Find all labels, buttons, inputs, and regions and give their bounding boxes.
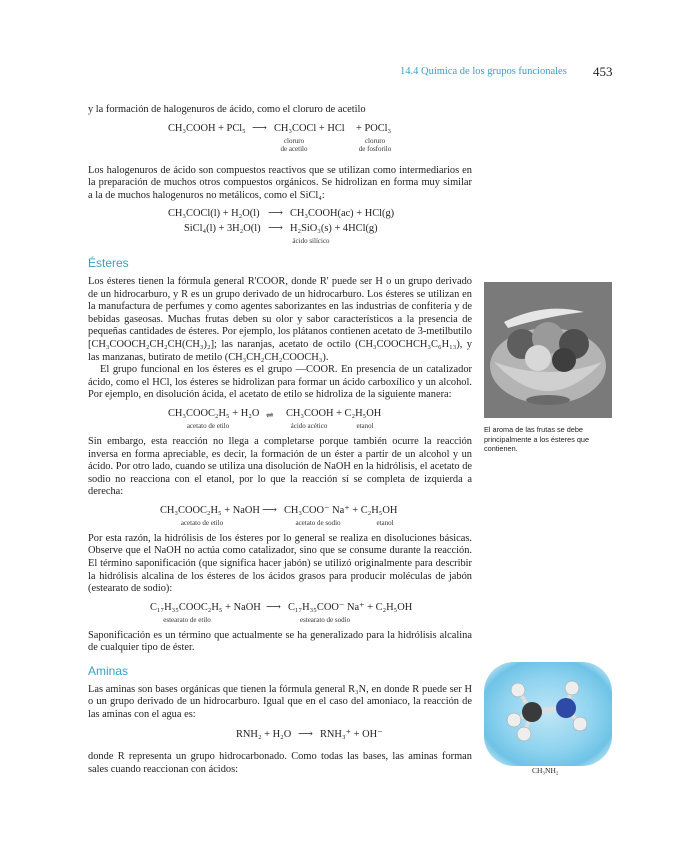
equation-acetyl-hydrolysis — [88, 208, 472, 222]
equilibrium-arrow: ⇌ — [266, 409, 274, 420]
equation-labels — [88, 519, 472, 529]
paragraph-amines-salts: donde R representa un grupo hidrocarbonado. Como todas las bases, las aminas forman sales cuando reaccionan con ácidos: — [88, 751, 472, 775]
reaction-arrow: ⟶ — [268, 208, 283, 220]
page-number: 453 — [593, 64, 613, 79]
eq-rhs-2: + POCl₃ — [356, 122, 392, 134]
eq-lhs: CH₃COOC₂H₅ + H₂O — [168, 407, 260, 419]
paragraph-naoh-hydrolysis: Sin embargo, esta reacción no llega a completarse porque también ocurre la reacción inversa en forma apreciable, es decir, la formación de un éster a partir de un alcohol y un ácido. Por otro lado, cuando se utiliza una disolución de NaOH en la hidrólisis, el acetato de sodio no reacciona con el etanol, por lo que la reacción sí se completa de izquierda a derecha: — [88, 435, 472, 498]
eq-rhs: H₂SiO₃(s) + 4HCl(g) — [290, 223, 378, 235]
label-ethyl-acetate: acetato de etilo — [186, 421, 230, 430]
equation-labels — [88, 137, 472, 157]
section-title: 14.4 Química de los grupos funcionales — [400, 66, 567, 77]
equation-ester-base-hydrolysis — [88, 505, 472, 519]
eq-rhs: CH₃COCl + HCl — [274, 122, 345, 134]
paragraph-intro: y la formación de halogenuros de ácido, como el cloruro de acetilo — [88, 104, 366, 115]
eq-rhs: CH₃COOH(ac) + HCl(g) — [290, 208, 395, 220]
fruit-caption: El aroma de las frutas se debe principalmente a los ésteres que contienen. — [484, 425, 590, 453]
main-column — [88, 104, 472, 777]
reaction-arrow: ⟶ — [252, 122, 267, 134]
eq-rhs: CH₃COO⁻ Na⁺ + C₂H₅OH — [284, 504, 398, 516]
paragraph-esters-hydrolysis: El grupo funcional en los ésteres es el grupo —COOR. En presencia de un catalizador ácido, como el HCl, los ésteres se hidrolizan para formar un ácido carboxílico y un alcohol. Por ejemplo, en disolución ácida, el acetato de etilo se hidroliza de la siguiente manera: — [88, 364, 472, 401]
equation-acetyl-chloride — [88, 123, 472, 137]
eq-lhs: CH₃COOC₂H₅ + NaOH — [160, 504, 260, 516]
paragraph-amines-intro: Las aminas son bases orgánicas que tienen la fórmula general R₃N, en donde R puede ser H o un grupo derivado de un hidrocarburo. Igual que en el caso del amoniaco, la reacción de las aminas con el agua es: — [88, 683, 472, 720]
paragraph-saponification-general: Saponificación es un término que actualmente se ha generalizado para la hidrólisis alcalina de cualquier tipo de éster. — [88, 629, 472, 654]
label-ethanol: etanol — [356, 421, 374, 430]
heading-aminas: Aminas — [88, 664, 129, 679]
reaction-arrow: ⟶ — [262, 504, 277, 516]
molecule-caption: CH₃NH₂ — [532, 766, 559, 775]
equation-labels — [88, 237, 472, 247]
reaction-arrow: ⟶ — [266, 601, 281, 613]
label-sodium-stearate: estearato de sodio — [299, 615, 351, 624]
paragraph-acid-halides: Los halogenuros de ácido son compuestos reactivos que se utilizan como intermediarios en la preparación de muchos otros compuestos orgánicos. Se hidrolizan en forma muy similar a la de muchos halogenuros no metálicos, como el SiCl₄: — [88, 164, 472, 201]
label-phosphoryl-chloride: cloruro de fosforilo — [358, 136, 392, 153]
reaction-arrow: ⟶ — [268, 223, 283, 235]
equation-labels — [88, 616, 472, 626]
heading-esteres: Ésteres — [88, 256, 129, 271]
label-silicic-acid: ácido silícico — [292, 237, 330, 246]
equation-amine-water — [88, 729, 472, 743]
label-acetyl-chloride: cloruro de acetilo — [280, 136, 308, 153]
label-ethyl-stearate: estearato de etilo — [163, 615, 211, 624]
label-acetic-acid: ácido acético — [290, 421, 328, 430]
eq-rhs: CH₃COOH + C₂H₅OH — [286, 407, 382, 419]
eq-lhs: RNH₂ + H₂O — [236, 729, 292, 741]
paragraph-saponification: Por esta razón, la hidrólisis de los ésteres por lo general se realiza en disoluciones básicas. Observe que el NaOH no actúa como catalizador, sino que se consume durante la reacción. El término saponificación (que significa hacer jabón) se utilizó originalmente para describir la hidrólisis alcalina de los ésteres de los ácidos grasos para producir moléculas de jabón (estearato de sodio): — [88, 532, 472, 595]
eq-rhs: C₁₇H₃₅COO⁻ Na⁺ + C₂H₅OH — [288, 601, 413, 613]
eq-lhs: C₁₇H₃₅COOC₂H₅ + NaOH — [150, 601, 261, 613]
equation-sicl4-hydrolysis — [88, 223, 472, 237]
label-sodium-acetate: acetato de sodio — [295, 518, 341, 527]
paragraph-esters-intro: Los ésteres tienen la fórmula general R'COOR, donde R' puede ser H o un grupo derivado de un hidrocarburo, y R es un grupo derivado de un hidrocarburo. Los ésteres se utilizan en la manufactura de perfumes y como agentes saborizantes en las industrias de confitería y de bebidas gaseosas. Muchas frutas deben su olor y sabor característicos a la presencia de pequeñas cantidades de ésteres. Por ejemplo, los plátanos contienen acetato de 3-metilbutilo [CH₃COOCH₂CH₂CH(CH₃)₂]; las naranjas, acetato de octilo (CH₃COOCHCH₃C₆H₁₃), y las manzanas, butirato de metilo (CH₃CH₂CH₂COOCH₃). — [88, 275, 472, 363]
reaction-arrow: ⟶ — [298, 729, 313, 741]
equation-labels — [88, 422, 472, 432]
equation-saponification — [88, 602, 472, 616]
eq-lhs: SiCl₄(l) + 3H₂O(l) — [184, 223, 261, 235]
label-ethyl-acetate: acetato de etilo — [180, 518, 224, 527]
eq-rhs: RNH₃⁺ + OH⁻ — [320, 729, 383, 741]
fruit-bowl-photo — [484, 282, 612, 418]
equation-ester-acid-hydrolysis — [88, 408, 472, 422]
label-ethanol: etanol — [376, 518, 394, 527]
eq-lhs: CH₃COCl(l) + H₂O(l) — [168, 208, 260, 220]
running-header — [0, 62, 673, 82]
methylamine-model — [484, 662, 612, 766]
eq-lhs: CH₃COOH + PCl₅ — [168, 122, 246, 134]
